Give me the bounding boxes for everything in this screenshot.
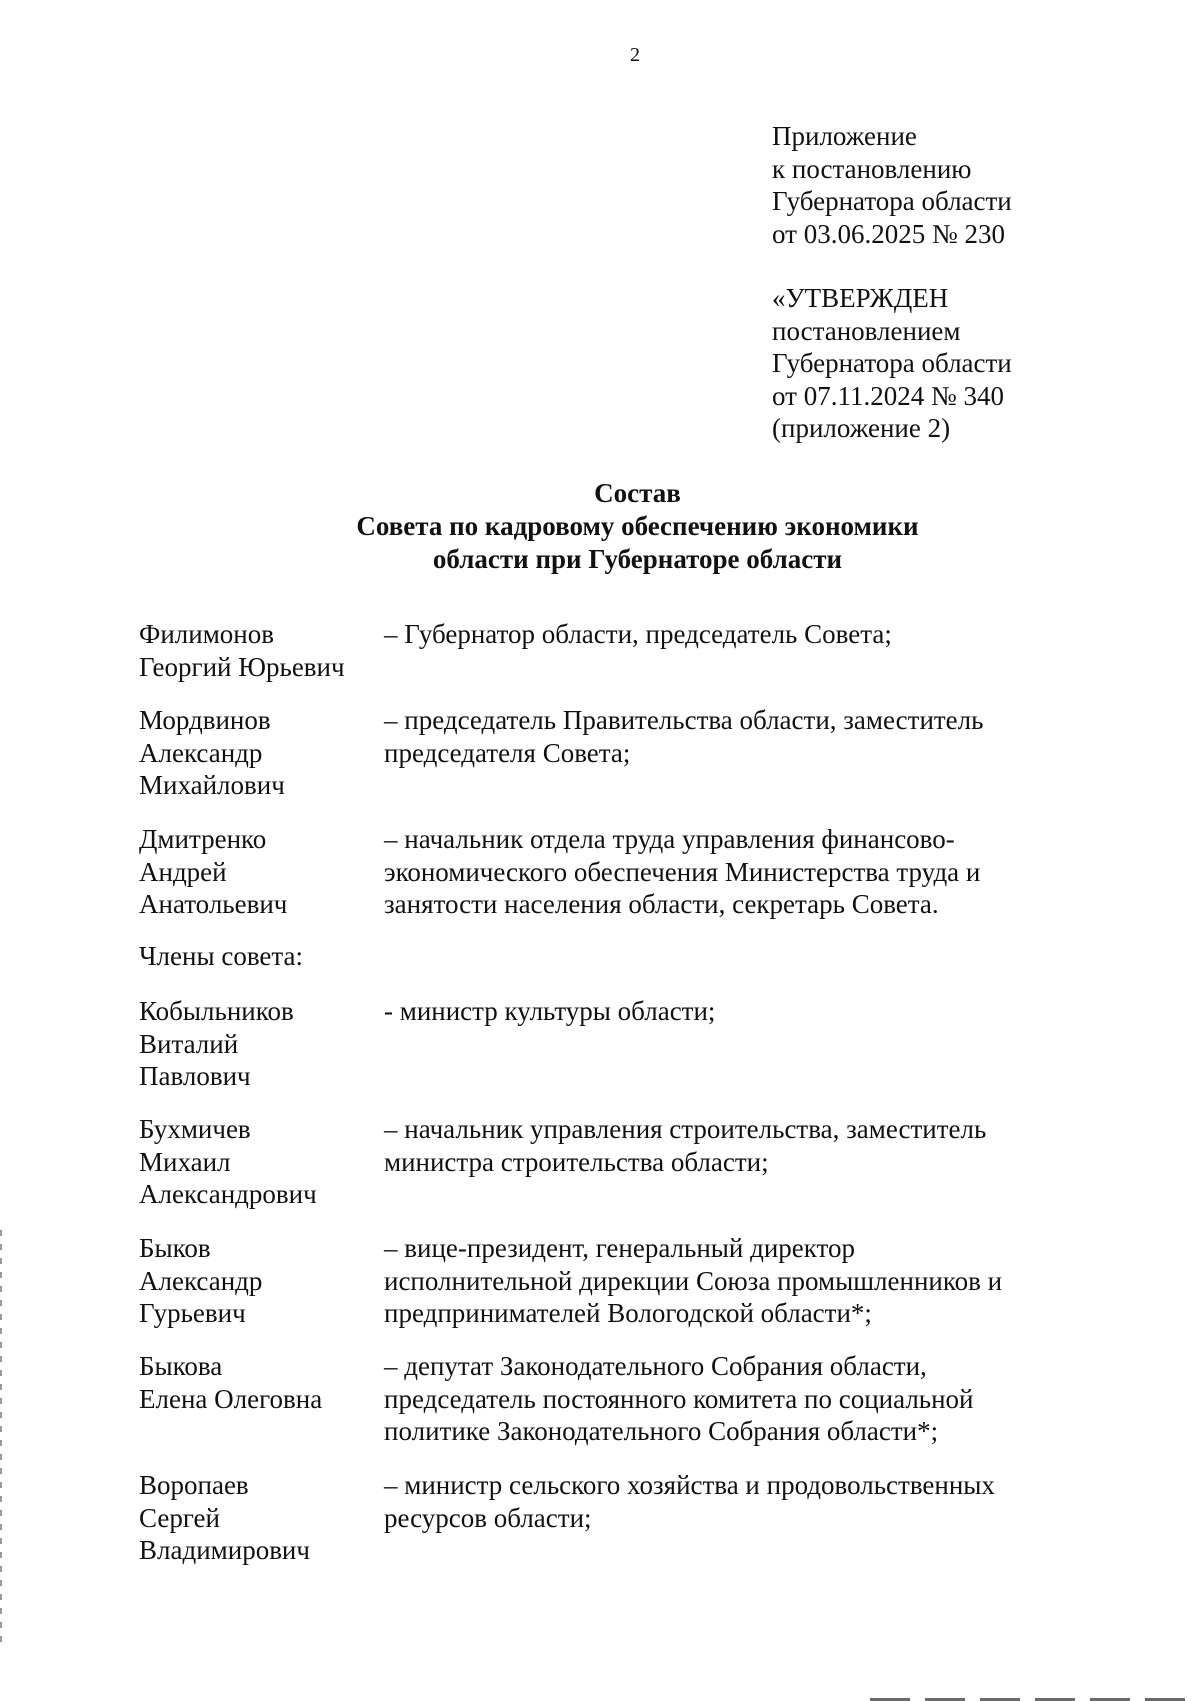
member-role <box>384 823 1064 921</box>
role-line: политике Законодательного Собрания области*; <box>384 1416 939 1446</box>
member-entry <box>139 704 1069 802</box>
name-line: Михаил <box>139 1146 231 1177</box>
name-line: Воропаев <box>139 1470 249 1500</box>
member-name <box>139 1232 384 1330</box>
member-name <box>139 1350 384 1448</box>
members-section-label: Члены совета: <box>139 941 304 971</box>
name-line: Сергей <box>139 1502 220 1533</box>
member-entry <box>139 1350 1069 1448</box>
role-line: – председатель Правительства области, заместитель <box>384 705 984 735</box>
appendix-line: от 03.06.2025 № 230 <box>772 218 1005 249</box>
member-role <box>384 1469 1064 1567</box>
name-line: Дмитренко <box>139 824 267 854</box>
name-line: Быков <box>139 1233 211 1263</box>
page-number: 2 <box>630 44 640 66</box>
name-line: Александр <box>139 1265 263 1296</box>
approval-line: «УТВЕРЖДЕН <box>772 283 949 313</box>
member-name <box>139 823 384 921</box>
appendix-line: Губернатора области <box>772 186 1012 216</box>
member-role <box>384 995 1064 1093</box>
role-line: министра строительства области; <box>384 1146 769 1177</box>
member-name <box>139 1469 384 1567</box>
name-line: Владимирович <box>139 1535 310 1565</box>
member-entry <box>139 1469 1069 1567</box>
role-line: председателя Совета; <box>384 737 631 768</box>
approval-line: Губернатора области <box>772 348 1012 378</box>
name-line: Елена Олеговна <box>139 1383 323 1414</box>
name-line: Анатольевич <box>139 889 288 919</box>
role-line: ресурсов области; <box>384 1502 592 1533</box>
member-name <box>139 995 384 1093</box>
role-line: исполнительной дирекции Союза промышленников и <box>384 1265 1003 1296</box>
document-title <box>250 477 1025 576</box>
approval-reference <box>772 282 1012 445</box>
member-role <box>384 1113 1064 1211</box>
member-role <box>384 1232 1064 1330</box>
approval-line: постановлением <box>772 315 961 346</box>
role-line: – министр сельского хозяйства и продовольственных <box>384 1470 995 1500</box>
member-name <box>139 618 384 683</box>
member-role <box>384 1350 1064 1448</box>
name-line: Виталий <box>139 1028 239 1059</box>
name-line: Бухмичев <box>139 1114 251 1144</box>
approval-line: от 07.11.2024 № 340 <box>772 380 1004 411</box>
name-line: Михайлович <box>139 770 285 800</box>
name-line: Мордвинов <box>139 705 271 735</box>
role-line: – начальник управления строительства, заместитель <box>384 1114 987 1144</box>
appendix-line: к постановлению <box>772 153 972 184</box>
scan-edge-mark <box>0 1230 2 1650</box>
role-line: - министр культуры области; <box>384 996 716 1026</box>
name-line: Александрович <box>139 1179 317 1209</box>
name-line: Гурьевич <box>139 1298 246 1328</box>
member-entry <box>139 618 1069 683</box>
name-line: Александр <box>139 737 263 768</box>
name-line: Быкова <box>139 1351 223 1381</box>
role-line: – депутат Законодательного Собрания области, <box>384 1351 927 1381</box>
approval-line: (приложение 2) <box>772 413 951 443</box>
title-line: Состав <box>594 478 681 508</box>
appendix-line: Приложение <box>772 121 917 151</box>
title-line: Совета по кадровому обеспечению экономики <box>356 511 919 541</box>
member-entry <box>139 995 1069 1093</box>
role-line: – Губернатор области, председатель Совета; <box>384 619 892 649</box>
member-name <box>139 704 384 802</box>
role-line: экономического обеспечения Министерства труда и <box>384 856 981 887</box>
role-line: – начальник отдела труда управления финансово- <box>384 824 955 854</box>
member-entry <box>139 1113 1069 1211</box>
member-role <box>384 618 1064 683</box>
role-line: занятости населения области, секретарь Совета. <box>384 889 939 919</box>
name-line: Филимонов <box>139 619 274 649</box>
name-line: Кобыльников <box>139 996 294 1026</box>
appendix-reference <box>772 120 1012 250</box>
name-line: Павлович <box>139 1061 251 1091</box>
member-entry <box>139 823 1069 921</box>
title-line: области при Губернаторе области <box>432 544 843 574</box>
member-role <box>384 704 1064 802</box>
member-name <box>139 1113 384 1211</box>
role-line: председатель постоянного комитета по социальной <box>384 1383 974 1414</box>
name-line: Андрей <box>139 856 227 887</box>
member-entry <box>139 1232 1069 1330</box>
name-line: Георгий Юрьевич <box>139 651 345 682</box>
role-line: – вице-президент, генеральный директор <box>384 1233 855 1263</box>
role-line: предпринимателей Вологодской области*; <box>384 1298 872 1328</box>
